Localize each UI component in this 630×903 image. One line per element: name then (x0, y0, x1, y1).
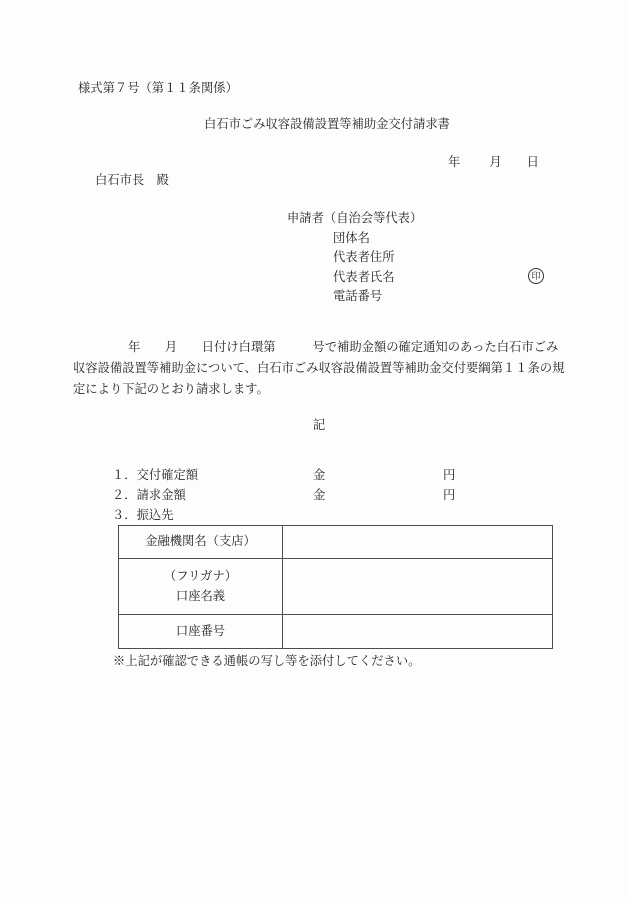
item-label: ２．請求金額 (112, 488, 186, 502)
bank-name-label-cell (119, 526, 283, 559)
date-line (448, 155, 539, 170)
item-label: １．交付確定額 (112, 468, 199, 482)
account-holder-name-label: 口座名義 (175, 588, 226, 603)
applicant-field-name: 代表者氏名 (333, 270, 395, 284)
month-label: 月 (489, 155, 502, 169)
items-list (112, 465, 552, 525)
account-holder-kana-label: （フリガナ） (163, 569, 238, 583)
item-label: ３．振込先 (112, 508, 174, 522)
amount-unit: 円 (443, 488, 456, 502)
body-line: 定により下記のとおり請求します。 (73, 382, 269, 396)
year-label: 年 (448, 155, 461, 169)
amount-prefix: 金 (313, 488, 326, 502)
body-paragraph (73, 337, 573, 400)
account-number-label: 口座番号 (175, 623, 226, 638)
item-row-confirmed-amount (112, 465, 552, 485)
account-holder-value-cell (283, 559, 552, 615)
attachment-note: ※上記が確認できる通帳の写し等を添付してください。 (113, 654, 421, 668)
amount-unit: 円 (443, 468, 456, 482)
item-row-claim-amount (112, 485, 552, 505)
document-title: 白石市ごみ収容設備設置等補助金交付請求書 (204, 117, 450, 131)
applicant-field-organization: 団体名 (333, 231, 370, 245)
amount-prefix: 金 (313, 468, 326, 482)
applicant-heading: 申請者（自治会等代表） (287, 211, 423, 225)
account-number-value-cell (283, 615, 552, 648)
account-number-label-cell (119, 615, 283, 648)
form-number: 様式第７号（第１１条関係） (78, 81, 238, 95)
account-holder-label-cell (119, 559, 283, 615)
bank-table (118, 525, 553, 649)
day-label: 日 (526, 155, 539, 169)
item-row-transfer-destination (112, 505, 552, 525)
applicant-field-address: 代表者住所 (333, 250, 395, 264)
body-line: 収容設備設置等補助金について、白石市ごみ収容設備設置等補助金交付要綱第１１条の規 (73, 361, 565, 375)
bank-name-label: 金融機関名（支店） (145, 534, 256, 549)
seal-icon (528, 268, 544, 284)
bank-name-value-cell (283, 526, 552, 559)
section-marker: 記 (312, 418, 326, 432)
addressee: 白石市長 殿 (95, 173, 169, 187)
seal-text: 印 (531, 270, 541, 281)
applicant-field-phone: 電話番号 (333, 289, 383, 303)
body-line: 年 月 日付け白環第 号で補助金額の確定通知のあった白石市ごみ (128, 340, 559, 354)
